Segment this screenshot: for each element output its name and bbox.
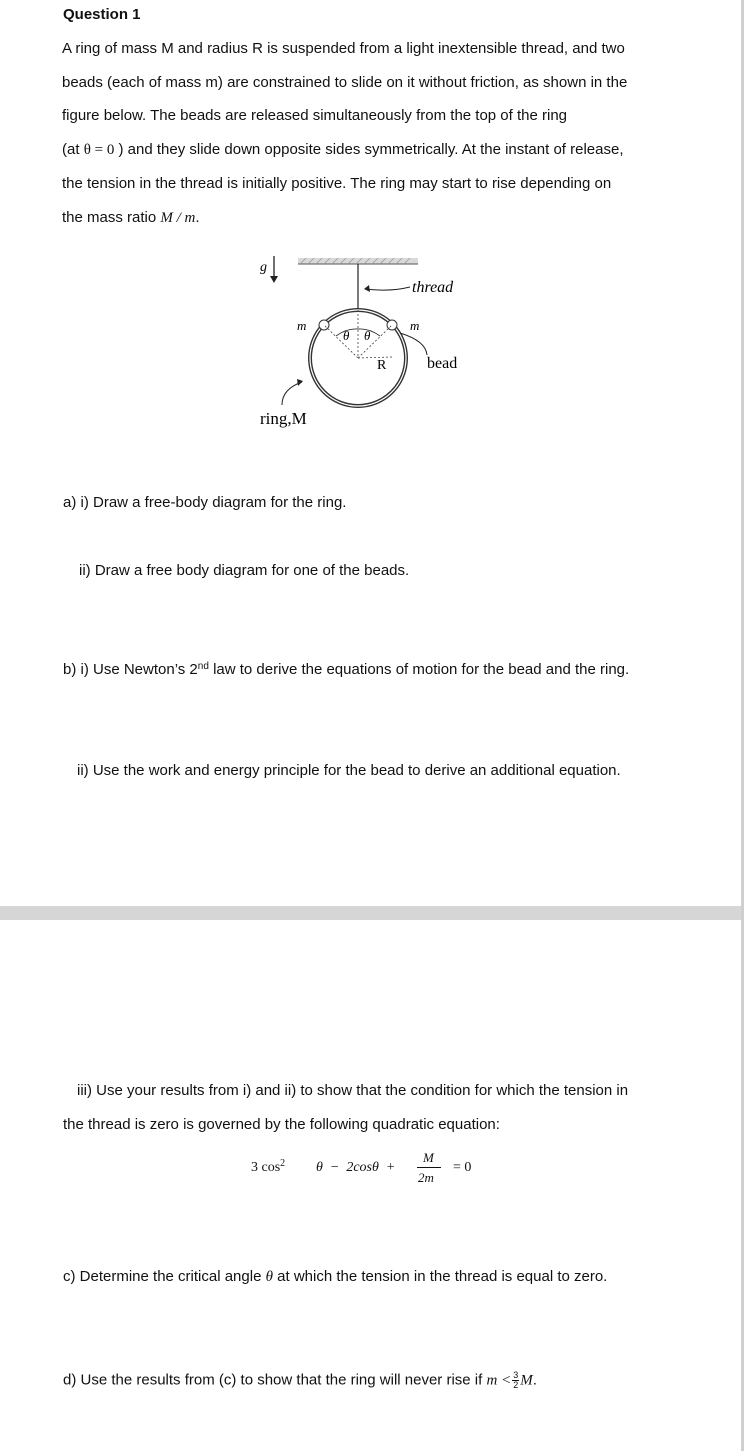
eq-term-1: 3 $\cos^2$ — [251, 1158, 286, 1175]
question-b-ii: ii) Use the work and energy principle for the bead to derive an additional equation. — [77, 762, 621, 779]
figure-svg — [240, 245, 480, 440]
mass-ratio-math: M / m — [160, 209, 196, 226]
question-a-i: a) i) Draw a free-body diagram for the ring. — [63, 494, 347, 511]
intro-paragraph — [62, 32, 702, 236]
theta-zero-math: θ = 0 — [83, 141, 115, 158]
ring-label: ring,M — [260, 409, 307, 428]
eq-frac-bar — [417, 1167, 441, 1168]
mass-right-label: m — [410, 318, 420, 333]
eq-term-2: θ − 2cosθ + — [316, 1160, 396, 1175]
mass-left-label: m — [297, 318, 307, 333]
question-a-ii: ii) Draw a free body diagram for one of the beads. — [79, 562, 410, 579]
ceiling — [298, 258, 418, 264]
intro-line-2: beads (each of mass m) are constrained to slide on it without friction, as shown in the — [62, 73, 628, 91]
page-separator — [0, 906, 744, 920]
intro-line-5: the tension in the thread is initially positive. The ring may start to rise depending on — [62, 175, 612, 193]
theta-right-label: θ — [364, 328, 371, 343]
intro-line-1: A ring of mass M and radius R is suspended from a light inextensible thread, and two — [62, 40, 625, 57]
question-title: Question 1 — [63, 6, 141, 23]
intro-line-6: the mass ratio M / m. — [62, 208, 200, 226]
question-b-iii-line-2: the thread is zero is governed by the following quadratic equation: — [63, 1116, 500, 1133]
ring-bead-figure — [240, 245, 480, 440]
intro-line-4: (at θ = 0 ) and they slide down opposite sides symmetrically. At the instant of release, — [62, 140, 624, 158]
g-label: g — [260, 260, 267, 275]
eq-rhs: = 0 — [453, 1160, 472, 1175]
eq-frac-num: M — [423, 1150, 434, 1165]
eq-frac-den: 2m — [418, 1170, 434, 1185]
question-b-i: b) i) Use Newton’s 2nd law to derive the equations of motion for the bead and the ring. — [63, 661, 630, 678]
thread-label: thread — [412, 279, 454, 296]
intro-line-3: figure below. The beads are released simultaneously from the top of the ring — [62, 107, 568, 125]
question-c: c) Determine the critical angle θ at which the tension in the thread is equal to zero. — [63, 1268, 608, 1285]
d-fraction: $\frac{3}{2}$ — [513, 1370, 519, 1390]
radius-label: R — [377, 358, 387, 373]
bead-label: bead — [427, 355, 458, 372]
question-d: d) Use the results from (c) to show that the ring will never rise if m < $\frac{3}{2}$ M. — [63, 1370, 537, 1390]
theta-left-label: θ — [343, 328, 350, 343]
question-b-iii-line-1: iii) Use your results from i) and ii) to show that the condition for which the tension in — [77, 1082, 629, 1099]
